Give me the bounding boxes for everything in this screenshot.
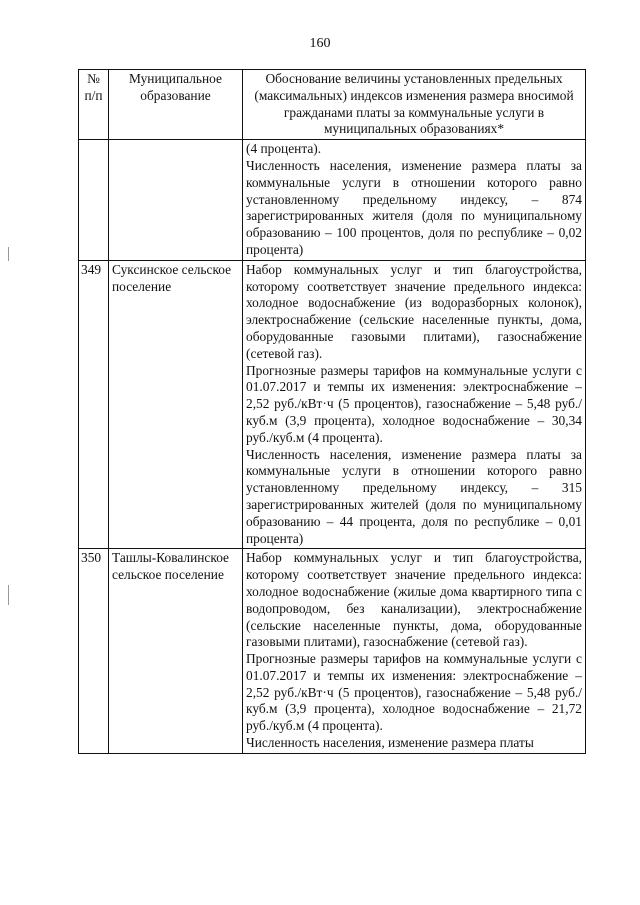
header-num: № п/п xyxy=(79,70,109,140)
header-justification: Обоснование величины установленных предельных (максимальных) индексов изменения размера вносимой гражданами платы за коммунальные услуги в муниципальных образованиях* xyxy=(243,70,586,140)
row-municipality: Суксинское сельское поселение xyxy=(109,260,243,549)
row-justification xyxy=(243,140,586,261)
justification-paragraph: Прогнозные размеры тарифов на коммунальные услуги с 01.07.2017 и темпы их изменения: электроснабжение – 2,52 руб./кВт·ч (5 процентов), газоснабжение – 5,48 руб./куб.м (3,9 процента), холодное водоснабжение – 30,34 руб./куб.м (4 процента). xyxy=(246,362,582,445)
header-municipality: Муниципальное образование xyxy=(109,70,243,140)
tariff-justification-table xyxy=(78,69,586,754)
justification-paragraph: (4 процента). xyxy=(246,141,322,157)
table-row xyxy=(79,140,586,261)
justification-paragraph: Численность населения, изменение размера платы за коммунальные услуги в отношении которого равно установленному предельному индексу, – 874 зарегистрированных жителя (доля по муниципальному образованию – 100 процентов, доля по республике – 0,02 процента) xyxy=(246,157,582,257)
table-row xyxy=(79,260,586,549)
row-num xyxy=(79,140,109,261)
margin-mark xyxy=(8,585,9,605)
row-municipality: Ташлы-Ковалинское сельское поселение xyxy=(109,549,243,754)
justification-paragraph: Численность населения, изменение размера платы за коммунальные услуги в отношении которого равно установленному предельному индексу, – 315 зарегистрированных жителей (доля по муниципальному образованию – 44 процента, доля по республике – 0,01 процента) xyxy=(246,446,582,546)
justification-paragraph: Прогнозные размеры тарифов на коммунальные услуги с 01.07.2017 и темпы их изменения: электроснабжение – 2,52 руб./кВт·ч (5 процентов), газоснабжение – 5,48 руб./куб.м (3,9 процента), холодное водоснабжение – 21,72 руб./куб.м (4 процента). xyxy=(246,651,582,734)
justification-paragraph: Набор коммунальных услуг и тип благоустройства, которому соответствует значение предельного индекса: холодное водоснабжение (жилые дома квартирного типа с водопроводом, без канализации), электроснабжение (сельские населенные пункты, дома, оборудованные газовыми плитами), газоснабжение (сетевой газ). xyxy=(246,550,582,650)
row-num: 349 xyxy=(79,260,109,549)
margin-mark xyxy=(8,247,9,261)
table-header-row xyxy=(79,70,586,140)
page-number: 160 xyxy=(309,36,331,51)
justification-paragraph: Численность населения, изменение размера платы xyxy=(246,735,534,751)
table-row xyxy=(79,549,586,754)
row-justification xyxy=(243,260,586,549)
justification-paragraph: Набор коммунальных услуг и тип благоустройства, которому соответствует значение предельного индекса: холодное водоснабжение (из водоразборных колонок), электроснабжение (сельские населенные пункты, дома, оборудованные газовыми плитами), газоснабжение (сетевой газ). xyxy=(246,261,582,361)
row-num: 350 xyxy=(79,549,109,754)
row-justification xyxy=(243,549,586,754)
row-municipality xyxy=(109,140,243,261)
